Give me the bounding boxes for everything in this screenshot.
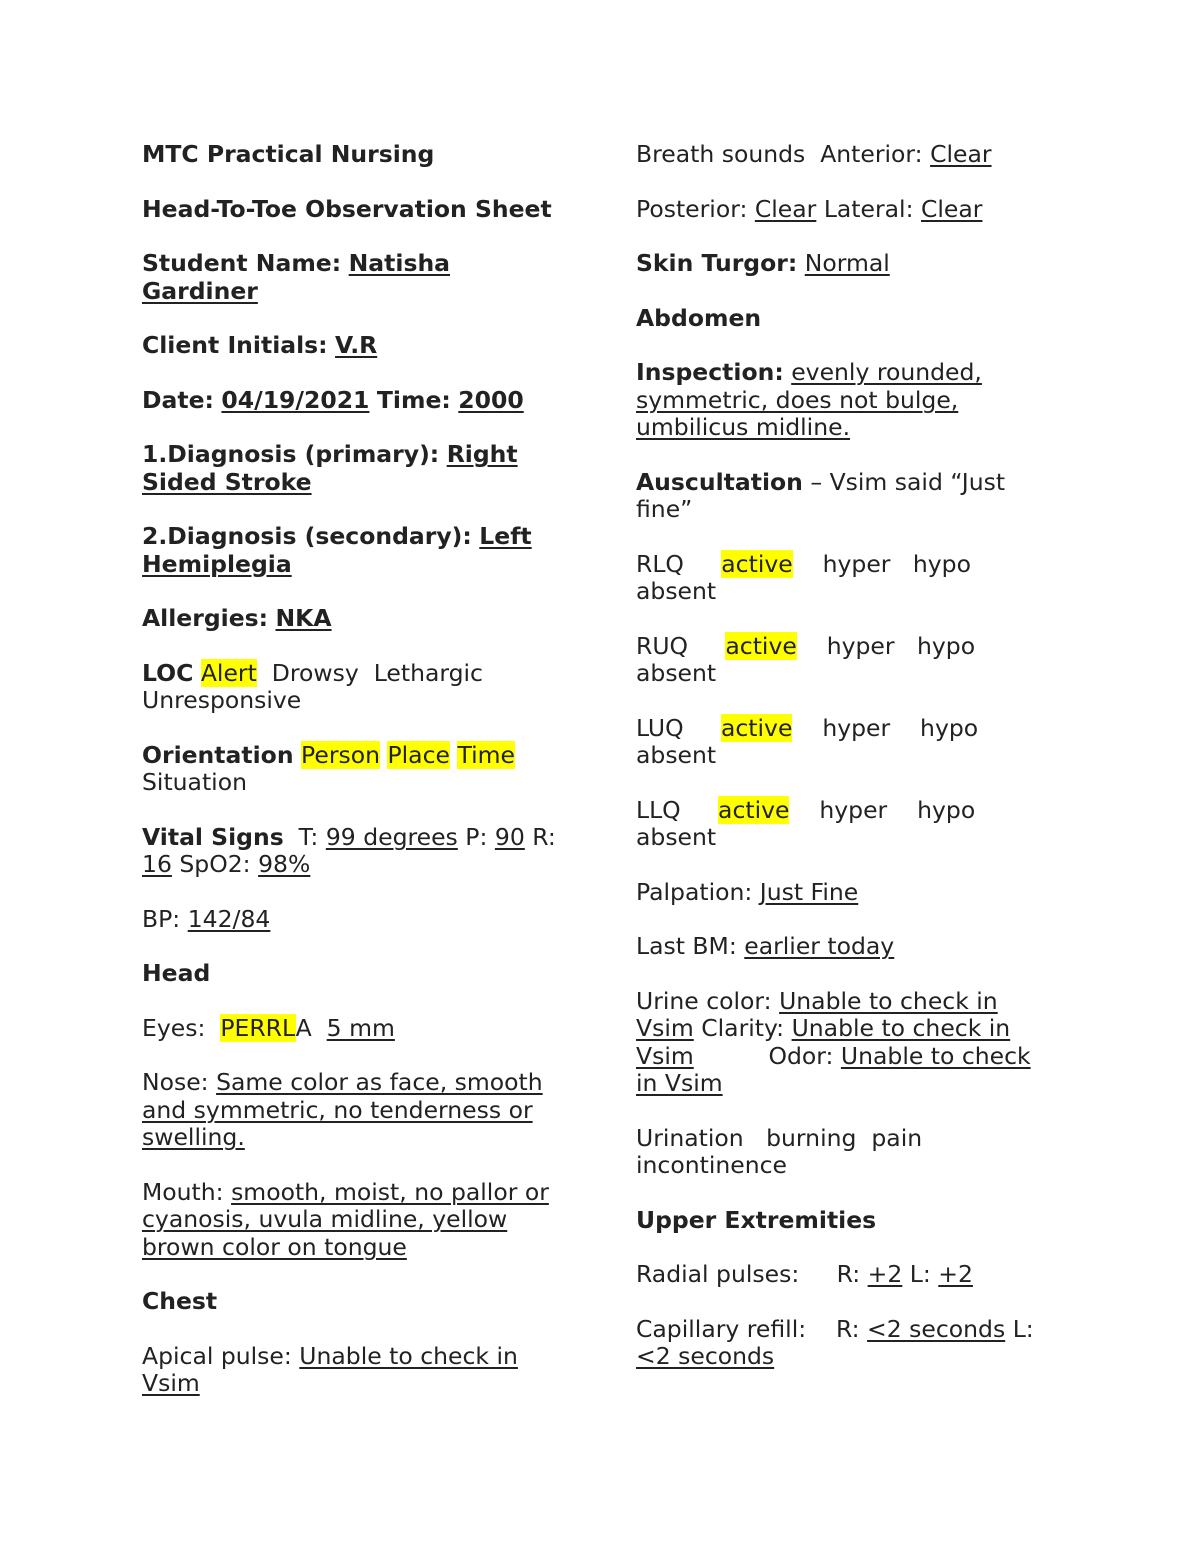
student-name-field: Student Name: Natisha Gardiner bbox=[142, 249, 451, 305]
apical-pulse-value-1: Unable to check in bbox=[299, 1341, 518, 1370]
urine-clarity-value-2: Vsim bbox=[636, 1041, 694, 1070]
loc-option-lethargic: Lethargic bbox=[373, 658, 483, 687]
orientation-place: Place bbox=[387, 740, 450, 769]
loc-selected-alert: Alert bbox=[200, 658, 257, 687]
spo2-value: 98% bbox=[258, 850, 311, 878]
diagnosis-primary-field: 1.Diagnosis (primary): Right Sided Stroke bbox=[142, 440, 518, 496]
apical-pulse-field: Apical pulse: Unable to check in Vsim bbox=[142, 1341, 518, 1397]
program-title: MTC Practical Nursing bbox=[142, 140, 435, 168]
capillary-refill-field: Capillary refill: R: <2 seconds L: <2 seconds bbox=[636, 1314, 1034, 1370]
lateral-value: Clear bbox=[920, 194, 983, 223]
urination-field: Urination burning pain incontinence bbox=[636, 1123, 923, 1179]
date-time-field: Date: 04/19/2021 Time: 2000 bbox=[142, 385, 524, 414]
skin-turgor-field: Skin Turgor: Normal bbox=[636, 249, 890, 277]
radial-pulses-field: Radial pulses: R: +2 L: +2 bbox=[636, 1260, 973, 1288]
orientation-time: Time bbox=[457, 740, 515, 769]
blood-pressure-field: BP: 142/84 bbox=[142, 904, 271, 933]
abdomen-section-title: Abdomen bbox=[636, 303, 762, 332]
diagnosis-primary-value-1: Right bbox=[446, 440, 518, 468]
left-column bbox=[142, 141, 582, 1425]
cap-refill-left-value: <2 seconds bbox=[636, 1342, 775, 1370]
nose-value-2: and symmetric, no tenderness or bbox=[142, 1095, 533, 1124]
urine-color-value-2: Vsim bbox=[636, 1014, 694, 1042]
last-bm-value: earlier today bbox=[744, 932, 895, 960]
orientation-person: Person bbox=[301, 740, 380, 769]
radial-left-value: +2 bbox=[938, 1260, 973, 1288]
nose-field: Nose: Same color as face, smooth and symmetric, no tenderness or swelling. bbox=[142, 1068, 543, 1151]
sheet-title: Head-To-Toe Observation Sheet bbox=[142, 194, 552, 223]
eyes-field: Eyes: PERRLA 5 mm bbox=[142, 1013, 395, 1042]
radial-right-value: +2 bbox=[867, 1260, 903, 1288]
llq-active: active bbox=[718, 795, 790, 824]
cap-refill-right-value: <2 seconds bbox=[867, 1314, 1006, 1343]
date-value: 04/19/2021 bbox=[221, 385, 370, 414]
student-first-name: Natisha bbox=[348, 249, 451, 277]
pulse-value: 90 bbox=[494, 822, 525, 851]
auscultation-field: Auscultation – Vsim said “Just fine” bbox=[636, 467, 1006, 523]
posterior-lateral-field: Posterior: Clear Lateral: Clear bbox=[636, 194, 983, 223]
apical-pulse-value-2: Vsim bbox=[142, 1369, 200, 1397]
inspection-value-1: evenly rounded, bbox=[791, 358, 982, 386]
mouth-value-1: smooth, moist, no pallor or bbox=[231, 1177, 549, 1206]
inspection-value-2: symmetric, does not bulge, bbox=[636, 385, 959, 414]
last-bm-field: Last BM: earlier today bbox=[636, 932, 895, 960]
student-last-name: Gardiner bbox=[142, 276, 258, 305]
diagnosis-primary-value-2: Sided Stroke bbox=[142, 467, 312, 496]
orientation-situation: Situation bbox=[142, 768, 247, 796]
mouth-value-2: cyanosis, uvula midline, yellow bbox=[142, 1205, 508, 1233]
quadrant-luq: LUQ active hyper hypo absent bbox=[636, 713, 979, 769]
quadrant-ruq: RUQ active hyper hypo absent bbox=[636, 631, 976, 687]
allergies-value: NKA bbox=[275, 604, 332, 632]
loc-option-drowsy: Drowsy bbox=[271, 658, 359, 687]
upper-extremities-title: Upper Extremities bbox=[636, 1205, 877, 1234]
head-section-title: Head bbox=[142, 959, 211, 987]
skin-turgor-value: Normal bbox=[804, 249, 890, 277]
mouth-field: Mouth: smooth, moist, no pallor or cyanosis, uvula midline, yellow brown color on tongue bbox=[142, 1177, 549, 1261]
client-initials-value: V.R bbox=[335, 331, 378, 359]
loc-option-unresponsive: Unresponsive bbox=[142, 686, 302, 714]
luq-active: active bbox=[720, 713, 793, 742]
orientation-field: Orientation Person Place Time Situation bbox=[142, 740, 515, 796]
temperature-value: 99 degrees bbox=[325, 822, 458, 851]
right-column bbox=[636, 141, 1056, 1398]
urine-color-value-1: Unable to check in bbox=[779, 986, 998, 1015]
breath-sounds-field: Breath sounds Anterior: Clear bbox=[636, 140, 992, 168]
anterior-value: Clear bbox=[930, 140, 992, 168]
urine-odor-value-1: Unable to check bbox=[840, 1041, 1031, 1070]
mouth-value-3: brown color on tongue bbox=[142, 1232, 407, 1261]
urine-field: Urine color: Unable to check in Vsim Clarity: Unable to check in Vsim Odor: Unable to check in Vsim bbox=[636, 986, 1031, 1097]
inspection-field: Inspection: evenly rounded, symmetric, does not bulge, umbilicus midline. bbox=[636, 358, 982, 441]
vital-signs-field: Vital Signs T: 99 degrees P: 90 R: 16 SpO2: 98% bbox=[142, 822, 556, 878]
blood-pressure-value: 142/84 bbox=[187, 904, 271, 933]
pupil-size-value: 5 mm bbox=[326, 1013, 395, 1042]
quadrant-llq: LLQ active hyper hypo absent bbox=[636, 795, 976, 851]
chest-section-title: Chest bbox=[142, 1287, 218, 1315]
allergies-field: Allergies: NKA bbox=[142, 604, 332, 632]
urine-odor-value-2: in Vsim bbox=[636, 1069, 723, 1097]
nose-value-1: Same color as face, smooth bbox=[216, 1068, 543, 1096]
ruq-active: active bbox=[725, 631, 797, 660]
time-value: 2000 bbox=[458, 385, 524, 414]
palpation-value: Just Fine bbox=[759, 877, 859, 906]
nose-value-3: swelling. bbox=[142, 1123, 245, 1151]
diagnosis-secondary-value-2: Hemiplegia bbox=[142, 549, 292, 578]
quadrant-rlq: RLQ active hyper hypo absent bbox=[636, 549, 971, 605]
posterior-value: Clear bbox=[754, 194, 817, 223]
client-initials-field: Client Initials: V.R bbox=[142, 331, 378, 359]
inspection-value-3: umbilicus midline. bbox=[636, 413, 851, 441]
urine-clarity-value-1: Unable to check in bbox=[791, 1014, 1011, 1042]
eyes-perrl: PERRL bbox=[220, 1013, 296, 1042]
palpation-field: Palpation: Just Fine bbox=[636, 877, 859, 906]
loc-field: LOC Alert Drowsy Lethargic Unresponsive bbox=[142, 658, 483, 714]
respiration-value: 16 bbox=[142, 850, 172, 878]
rlq-active: active bbox=[721, 549, 793, 578]
diagnosis-secondary-field: 2.Diagnosis (secondary): Left Hemiplegia bbox=[142, 522, 532, 578]
diagnosis-secondary-value-1: Left bbox=[479, 522, 532, 550]
